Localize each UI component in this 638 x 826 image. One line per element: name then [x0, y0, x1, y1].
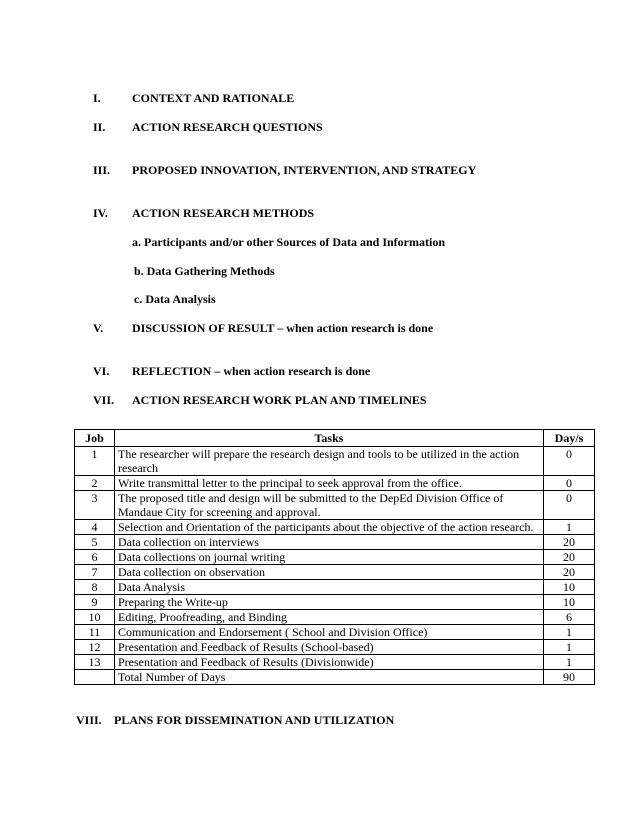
table-row: [75, 565, 595, 580]
days-cell: 1: [544, 520, 595, 535]
table-row: [75, 491, 595, 520]
section-title: PROPOSED INNOVATION, INTERVENTION, AND STRATEGY: [132, 163, 477, 177]
methods-subsection-c: c. Data Analysis: [134, 292, 216, 306]
job-cell: 7: [75, 565, 115, 580]
section-number: II.: [93, 120, 106, 134]
section-number: V.: [93, 321, 104, 335]
total-row: [75, 670, 595, 685]
job-cell: 3: [75, 491, 115, 520]
table-header-row: [75, 430, 595, 447]
table-row: [75, 625, 595, 640]
methods-subsection-b: b. Data Gathering Methods: [134, 264, 275, 278]
days-cell: 6: [544, 610, 595, 625]
days-cell: 20: [544, 550, 595, 565]
table-row: [75, 595, 595, 610]
task-cell: Data collection on observation: [115, 565, 544, 580]
column-header-tasks: Tasks: [115, 430, 544, 447]
days-cell: 0: [544, 447, 595, 476]
section-title: ACTION RESEARCH METHODS: [132, 206, 315, 220]
table-row: [75, 535, 595, 550]
task-cell: Editing, Proofreading, and Binding: [115, 610, 544, 625]
task-cell: The proposed title and design will be submitted to the DepEd Division Office of Mandaue City for screening and approval.: [115, 491, 544, 520]
task-cell: Communication and Endorsement ( School and Division Office): [115, 625, 544, 640]
section-number: I.: [93, 91, 101, 105]
job-cell: 4: [75, 520, 115, 535]
job-cell: 9: [75, 595, 115, 610]
task-cell: Write transmittal letter to the principal to seek approval from the office.: [115, 476, 544, 491]
job-cell: 5: [75, 535, 115, 550]
section-title: PLANS FOR DISSEMINATION AND UTILIZATION: [114, 713, 395, 727]
section-number: VIII.: [76, 713, 102, 727]
table-row: [75, 655, 595, 670]
days-cell: 10: [544, 595, 595, 610]
table-row: [75, 580, 595, 595]
days-cell: 0: [544, 476, 595, 491]
task-cell: Presentation and Feedback of Results (School-based): [115, 640, 544, 655]
section-title: ACTION RESEARCH WORK PLAN AND TIMELINES: [132, 393, 427, 407]
days-cell: 20: [544, 535, 595, 550]
job-cell: 12: [75, 640, 115, 655]
work-plan-table: [74, 429, 595, 685]
section-heading-5: [93, 321, 593, 335]
task-cell: Preparing the Write-up: [115, 595, 544, 610]
job-cell: 13: [75, 655, 115, 670]
task-cell: The researcher will prepare the research design and tools to be utilized in the action research: [115, 447, 544, 476]
column-header-job: Job: [75, 430, 115, 447]
section-heading-1: [93, 91, 593, 105]
task-cell: Data Analysis: [115, 580, 544, 595]
days-cell: 1: [544, 625, 595, 640]
total-days: 90: [544, 670, 595, 685]
days-cell: 1: [544, 640, 595, 655]
section-number: IV.: [93, 206, 108, 220]
days-cell: 1: [544, 655, 595, 670]
days-cell: 0: [544, 491, 595, 520]
table-row: [75, 476, 595, 491]
task-cell: Presentation and Feedback of Results (Divisionwide): [115, 655, 544, 670]
task-cell: Selection and Orientation of the participants about the objective of the action research.: [115, 520, 544, 535]
section-title: REFLECTION – when action research is done: [132, 364, 371, 378]
total-label: Total Number of Days: [115, 670, 544, 685]
section-heading-6: [93, 364, 593, 378]
methods-subsection-a: a. Participants and/or other Sources of Data and Information: [132, 235, 446, 249]
task-cell: Data collection on interviews: [115, 535, 544, 550]
section-heading-8: [76, 713, 596, 727]
section-heading-3: [93, 163, 593, 177]
job-cell: 11: [75, 625, 115, 640]
task-cell: Data collections on journal writing: [115, 550, 544, 565]
table-row: [75, 520, 595, 535]
days-cell: 10: [544, 580, 595, 595]
table-row: [75, 640, 595, 655]
section-number: III.: [93, 163, 111, 177]
job-cell: 6: [75, 550, 115, 565]
section-heading-7: [93, 393, 593, 407]
table-row: [75, 610, 595, 625]
section-heading-4: [93, 206, 593, 220]
column-header-days: Day/s: [544, 430, 595, 447]
table-row: [75, 550, 595, 565]
section-title: CONTEXT AND RATIONALE: [132, 91, 295, 105]
section-title: DISCUSSION OF RESULT – when action research is done: [132, 321, 434, 335]
days-cell: 20: [544, 565, 595, 580]
section-heading-2: [93, 120, 593, 134]
section-number: VII.: [93, 393, 115, 407]
total-job-cell: [75, 670, 115, 685]
job-cell: 2: [75, 476, 115, 491]
section-number: VI.: [93, 364, 110, 378]
job-cell: 8: [75, 580, 115, 595]
section-title: ACTION RESEARCH QUESTIONS: [132, 120, 323, 134]
table-row: [75, 447, 595, 476]
job-cell: 10: [75, 610, 115, 625]
job-cell: 1: [75, 447, 115, 476]
